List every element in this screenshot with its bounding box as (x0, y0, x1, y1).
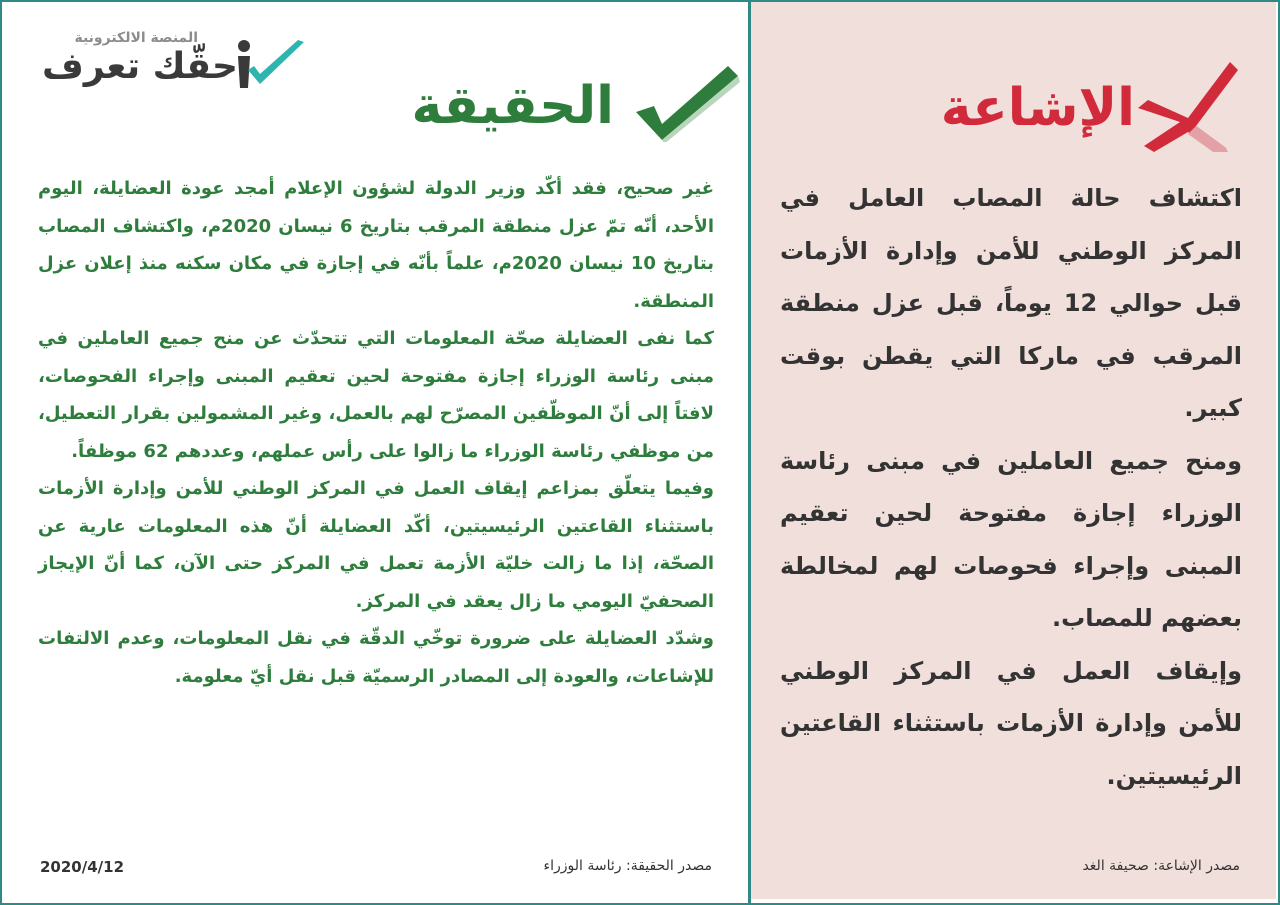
truth-paragraph: وفيما يتعلّق بمزاعم إيقاف العمل في المركز الوطني للأمن وإدارة الأزمات باستثناء القاعتين الرئيسيتين، أكّد العضايلة أنّ هذه المعلومات عارية عن الصحّة، إذا ما زالت خليّة الأزمة تعمل في المركز حتى الآن، كما أنّ الإيجاز الصحفيّ اليومي ما زال يعقد في المركز. (38, 478, 714, 612)
rumor-title: الإشاعة (940, 78, 1135, 138)
logo-subtitle: المنصة الالكترونية (74, 30, 198, 46)
truth-paragraph: غير صحيح، فقد أكّد وزير الدولة لشؤون الإعلام أمجد عودة العضايلة، اليوم الأحد، أنّه تمّ عزل منطقة المرقب بتاريخ 6 نيسان 2020م، واكتشاف المصاب بتاريخ 10 نيسان 2020م، علماً بأنّه في إجازة في مكان سكنه منذ إعلان عزل المنطقة. (38, 178, 715, 312)
rumor-header (905, 56, 1245, 156)
truth-header (404, 62, 744, 152)
rumor-paragraph: ومنح جميع العاملين في مبنى رئاسة الوزراء إجازة مفتوحة لحين تعقيم المبنى وإجراء فحوصات لهم لمخالطة بعضهم للمصاب. (780, 446, 1242, 632)
truth-title: الحقيقة (411, 76, 614, 136)
rumor-paragraph: اكتشاف حالة المصاب العامل في المركز الوطني للأمن وإدارة الأزمات قبل حوالي 12 يوماً، قبل عزل منطقة المرقب في ماركا التي يقطن بوقت كبير. (780, 184, 1242, 422)
rumor-paragraph: وإيقاف العمل في المركز الوطني للأمن وإدارة الأزمات باستثناء القاعتين الرئيسيتين. (780, 656, 1242, 790)
truth-paragraph: كما نفى العضايلة صحّة المعلومات التي تتحدّث عن منح جميع العاملين في مبنى رئاسة الوزراء إجازة مفتوحة لحين تعقيم المبنى وإجراء الفحوصات، لافتاً إلى أنّ الموظّفين المصرّح لهم بالعمل، وغير المشمولين بقرار التعطيل، من موظفي رئاسة الوزراء ما زالوا على رأس عملهم، وعددهم 62 موظفاً. (38, 328, 714, 462)
rumor-body (780, 172, 1242, 802)
rumor-source: مصدر الإشاعة: صحيفة الغد (1082, 858, 1240, 874)
logo-name: حقّك تعرف (42, 46, 238, 87)
truth-body (38, 170, 714, 695)
truth-paragraph: وشدّد العضايلة على ضرورة توخّي الدقّة في نقل المعلومات، وعدم الالتفات للإشاعات، والعودة إلى المصادر الرسميّة قبل نقل أيّ معلومة. (38, 628, 714, 687)
person-check-icon (234, 34, 306, 96)
publish-date: 2020/4/12 (40, 858, 125, 876)
check-mark-icon (632, 62, 742, 142)
platform-logo (38, 30, 308, 100)
truth-source: مصدر الحقيقة: رئاسة الوزراء (543, 858, 712, 874)
cross-mark-icon (1130, 56, 1242, 152)
